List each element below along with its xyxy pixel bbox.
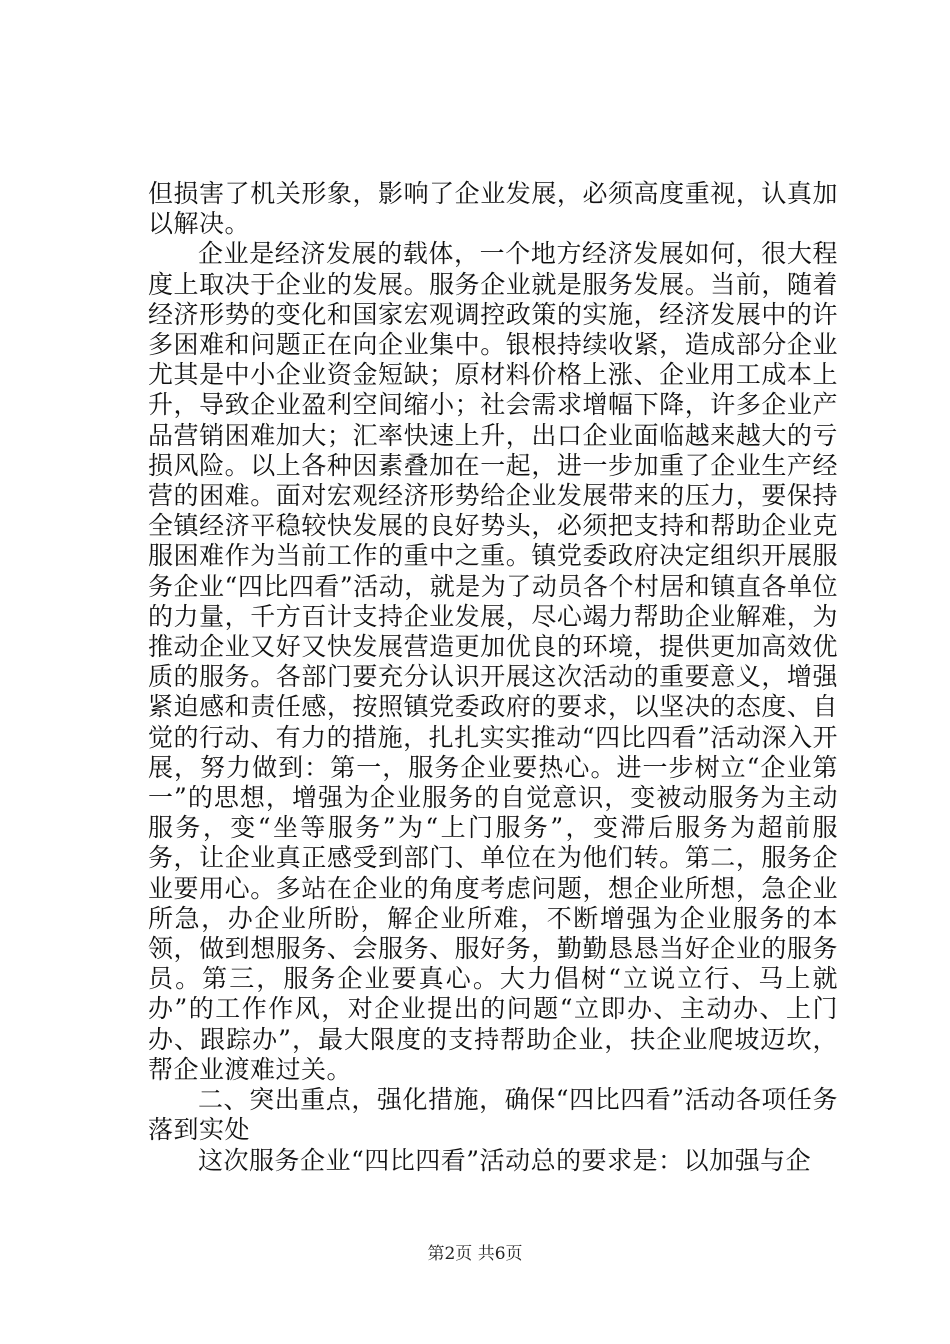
page-number-footer: 第2页 共6页 [427,1244,523,1264]
section-heading-two: 二、突出重点，强化措施，确保“四比四看”活动各项任务落到实处 [148,1085,838,1145]
paragraph-continuation: 但损害了机关形象，影响了企业发展，必须高度重视，认真加以解决。 [148,179,838,239]
paragraph-requirements: 这次服务企业“四比四看”活动总的要求是：以加强与企 [198,1145,812,1175]
paragraph-enterprise-service: 企业是经济发展的载体，一个地方经济发展如何，很大程度上取决于企业的发展。服务企业就是服务发展。当前，随着经济形势的变化和国家宏观调控政策的实施，经济发展中的许多困难和问题正在向企业集中。银根持续收紧，造成部分企业尤其是中小企业资金短缺；原材料价格上涨、企业用工成本上升，导致企业盈利空间缩小；社会需求增幅下降，许多企业产品营销困难加大；汇率快速上升，出口企业面临越来越大的亏损风险。以上各种因素叠加在一起，进一步加重了企业生产经营的困难。面对宏观经济形势给企业发展带来的压力，要保持全镇经济平稳较快发展的良好势头，必须把支持和帮助企业克服困难作为当前工作的重中之重。镇党委政府决定组织开展服务企业“四比四看”活动，就是为了动员各个村居和镇直各单位的力量，千方百计支持企业发展，尽心竭力帮助企业解难，为推动企业又好又快发展营造更加优良的环境，提供更加高效优质的服务。各部门要充分认识开展这次活动的重要意义，增强紧迫感和责任感，按照镇党委政府的要求，以坚决的态度、自觉的行动、有力的措施，扎扎实实推动“四比四看”活动深入开展，努力做到：第一，服务企业要热心。进一步树立“企业第一”的思想，增强为企业服务的自觉意识，变被动服务为主动服务，变“坐等服务”为“上门服务”，变滞后服务为超前服务，让企业真正感受到部门、单位在为他们转。第二，服务企业要用心。多站在企业的角度考虑问题，想企业所想，急企业所急，办企业所盼，解企业所难，不断增强为企业服务的本领，做到想服务、会服务、服好务，勤勤恳恳当好企业的服务员。第三，服务企业要真心。大力倡树“立说立行、马上就办”的工作作风，对企业提出的问题“立即办、主动办、上门办、跟踪办”，最大限度的支持帮助企业，扶企业爬坡迈坎，帮企业渡难过关。 [148,239,838,1084]
document-body [148,179,838,1176]
